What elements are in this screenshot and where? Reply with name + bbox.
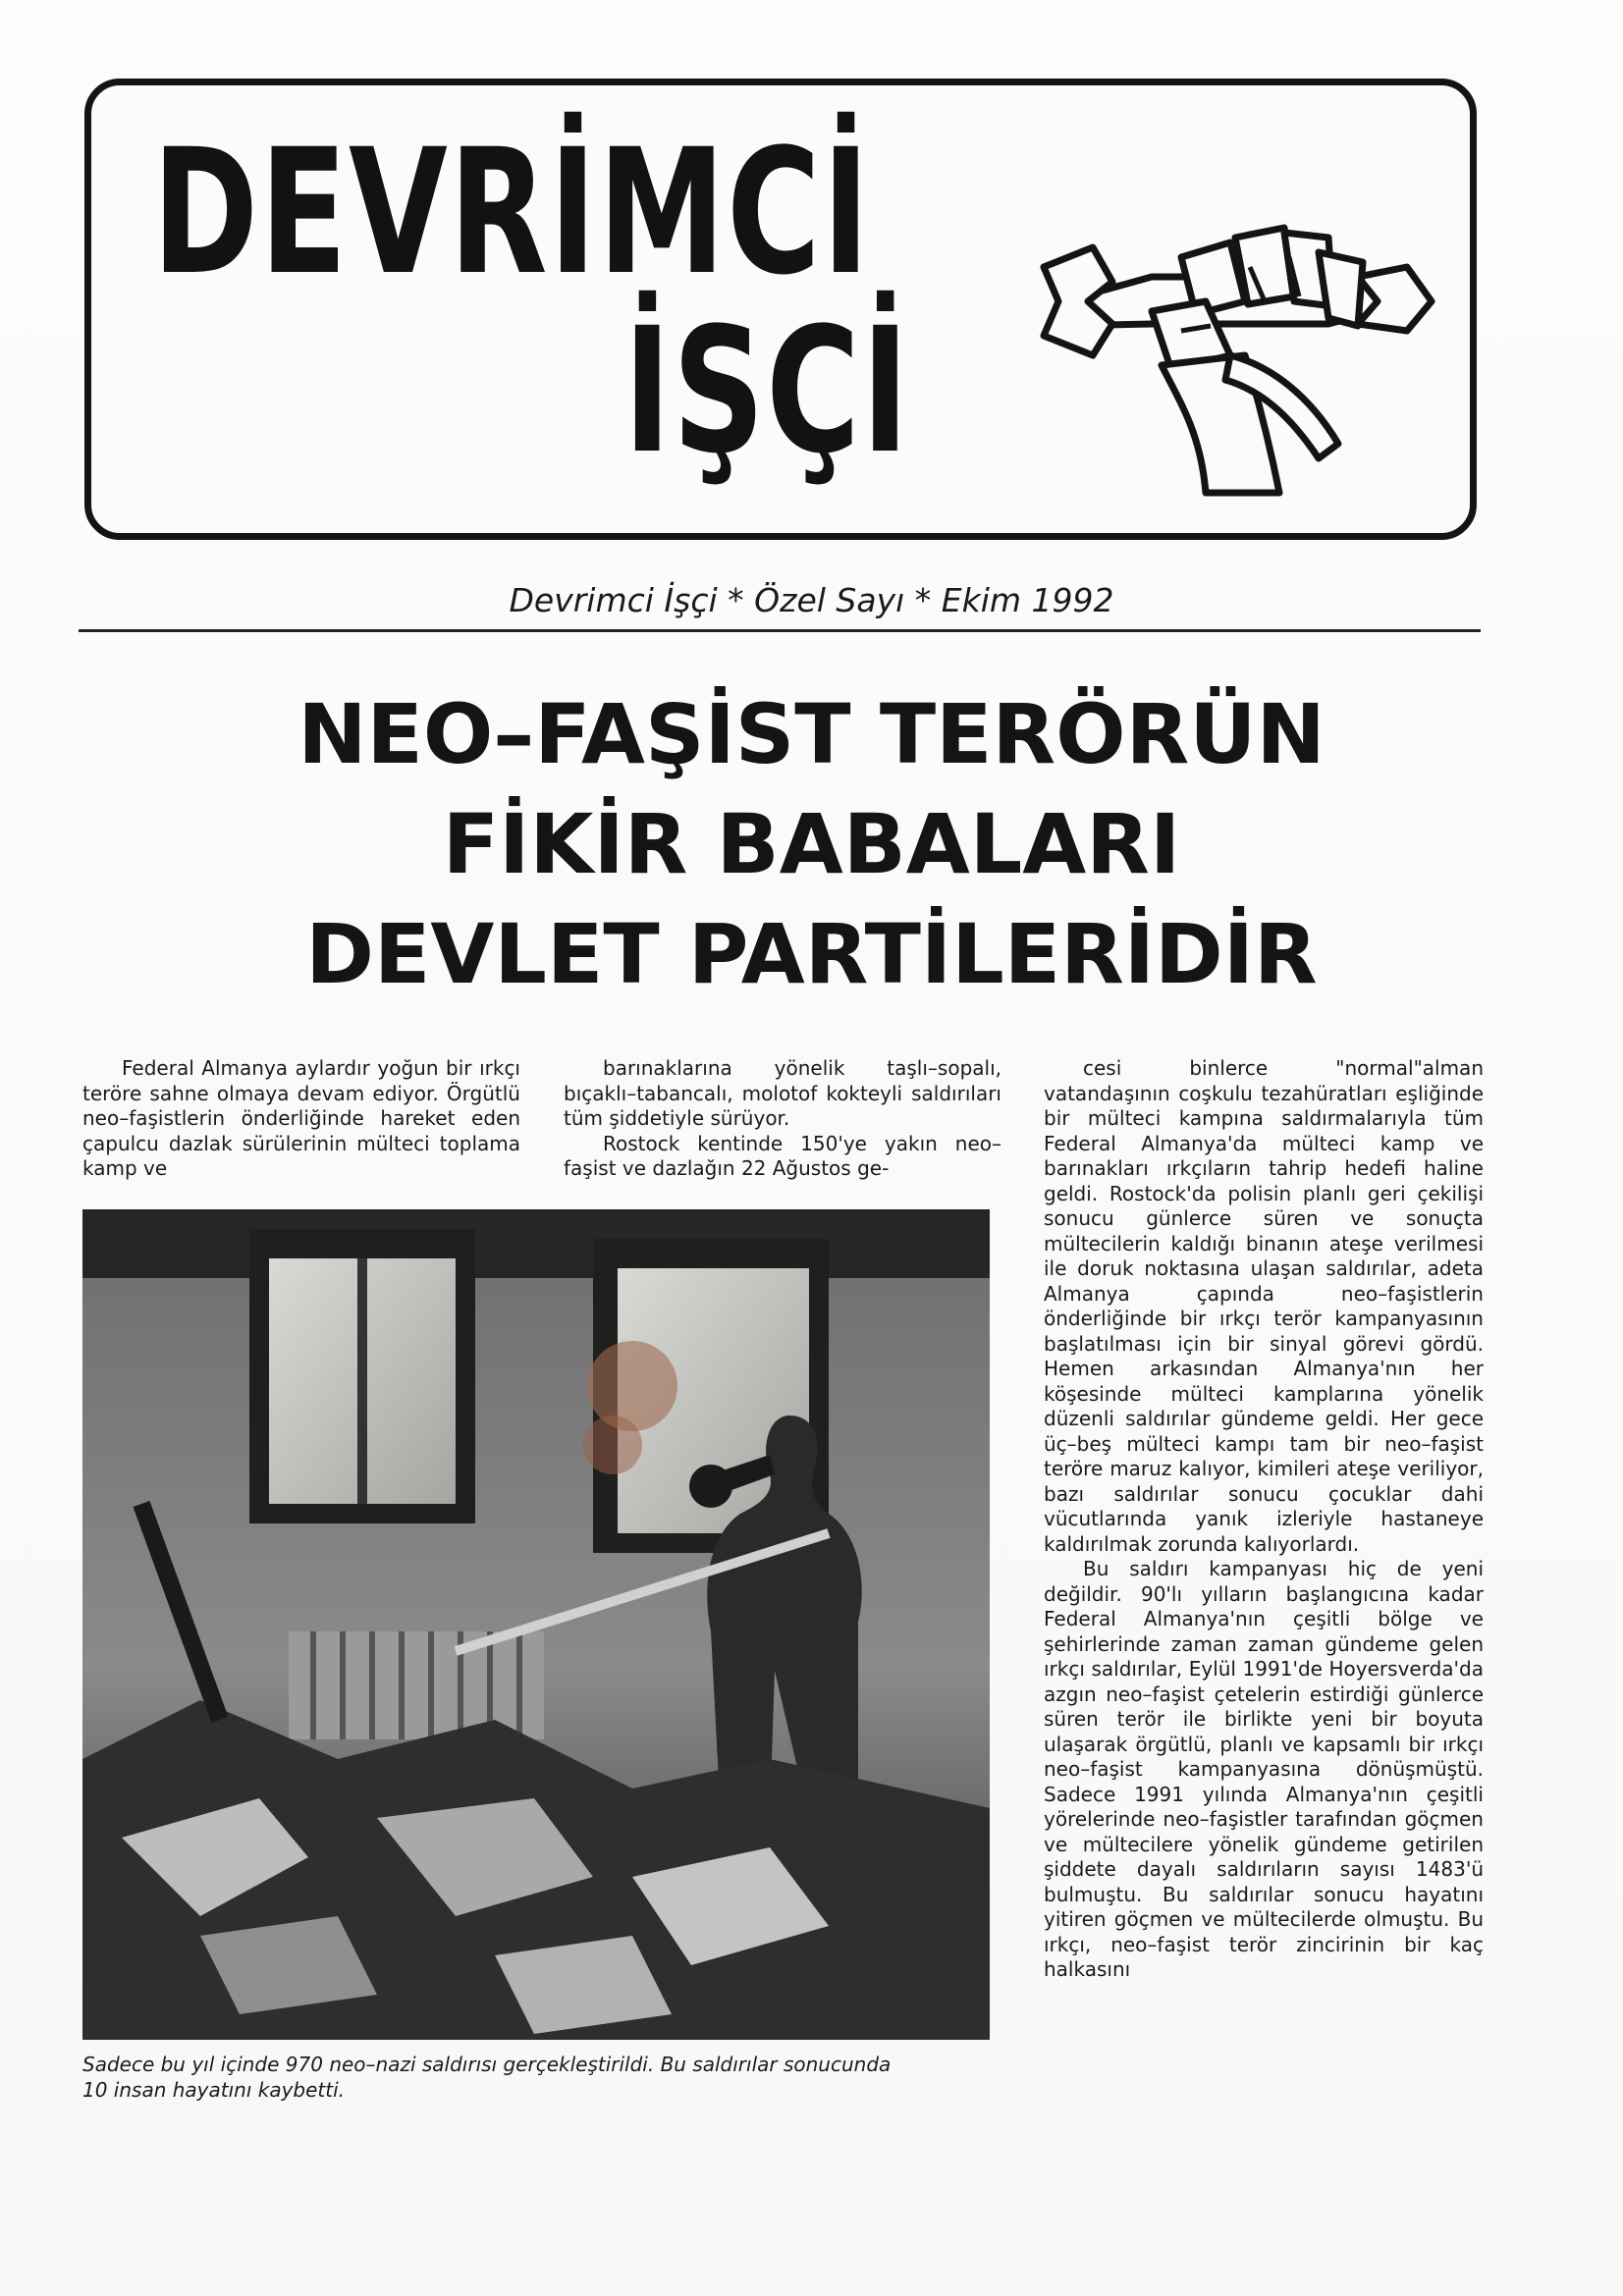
- headline-line-1: NEO–FAŞİST TERÖRÜN: [298, 686, 1325, 782]
- article-column-1: [82, 1056, 520, 1182]
- headline: [0, 679, 1623, 1009]
- headline-line-2: FİKİR BABALARI: [442, 796, 1181, 892]
- headline-line-3: DEVLET PARTİLERİDİR: [305, 906, 1318, 1002]
- issue-line: Devrimci İşçi * Özel Sayı * Ekim 1992: [509, 581, 1114, 619]
- photo-caption-line-2: 10 insan hayatını kaybetti.: [82, 2078, 346, 2102]
- photo-caption-line-1: Sadece bu yıl içinde 970 neo–nazi saldırısı gerçekleştirildi. Bu saldırılar sonucunda: [82, 2053, 892, 2076]
- article-column-3: [1044, 1056, 1484, 1983]
- masthead-title-devrimci: DEVRİMCİ: [152, 112, 872, 313]
- masthead-title-isci: İŞÇİ: [623, 291, 911, 492]
- photo-caption: [82, 2052, 1005, 2103]
- masthead: [84, 79, 1477, 540]
- burned-room-photo-icon: [82, 1209, 990, 2040]
- wrench-and-arm-icon: [1034, 208, 1456, 503]
- article-paragraph: Federal Almanya aylardır yoğun bir ırkçı teröre sahne olmaya devam ediyor. Örgütlü neo–faşistlerin önderliğinde hareket eden çapulcu dazlak sürülerinin mülteci toplama kamp ve: [82, 1056, 520, 1180]
- news-photo: [82, 1209, 990, 2040]
- divider: [79, 629, 1481, 632]
- article-paragraph: barınaklarına yönelik taşlı–sopalı, bıçaklı–tabancalı, molotof kokteyli saldırıları tüm şiddetiyle sürüyor.: [564, 1056, 1001, 1130]
- article-paragraph: Bu saldırı kampanyası hiç de yeni değildir. 90'lı yılların başlangıcına kadar Federal Almanya'nın çeşitli bölge ve şehirlerinde zaman zaman gündeme gelen ırkçı saldırılar, Eylül 1991'de Hoyersverda'da azgın neo–faşist çetelerin estirdiği günlerce süren terör ile birlikte yeni bir boyuta ulaşarak örgütlü, planlı ve kapsamlı bir ırkçı neo–faşist kampanyasına dönüşmüştü. Sadece 1991 yılında Almanya'nın çeşitli yörelerinde neo–faşistler tarafından göçmen ve mültecilere yönelik gündeme getirilen şiddete dayalı saldırıların sayısı 1483'ü bulmuştu. Bu saldırılar sonucu hayatını yitiren göçmen ve mültecilerde olmuştu. Bu ırkçı, neo–faşist terör zincirinin bir kaç halkasını: [1044, 1557, 1484, 1981]
- article-column-2: [564, 1056, 1001, 1182]
- article-paragraph: Rostock kentinde 150'ye yakın neo–faşist ve dazlağın 22 Ağustos ge-: [564, 1131, 1001, 1180]
- article-paragraph: cesi binlerce "normal"alman vatandaşının coşkulu tezahüratları eşliğinde bir mülteci kampına saldırmalarıyla tüm Federal Almanya'da mülteci kamp ve barınakları ırkçıların tahrip hedefi haline geldi. Rostock'da polisin planlı geri çekilişi sonucu günlerce süren ve sonuçta mültecilerin kaldığı binanın ateşe verilmesi ile doruk noktasına ulaşan saldırılar, adeta Almanya çapında neo–faşistlerin önderliğinde bir ırkçı terör kampanyasının başlatılması için bir sinyal görevi gördü. Hemen arkasından Almanya'nın her köşesinde mülteci kamplarına yönelik düzenli saldırılar gündeme geldi. Her gece üç–beş mülteci kampı tam bir neo–faşist teröre maruz kalıyor, kimileri ateşe veriliyor, bazı saldırılar sonucu çocuklar dahi vücutlarında yanık izleriyle hastaneye kaldırılmak zorunda kalıyorlardı.: [1044, 1056, 1484, 1556]
